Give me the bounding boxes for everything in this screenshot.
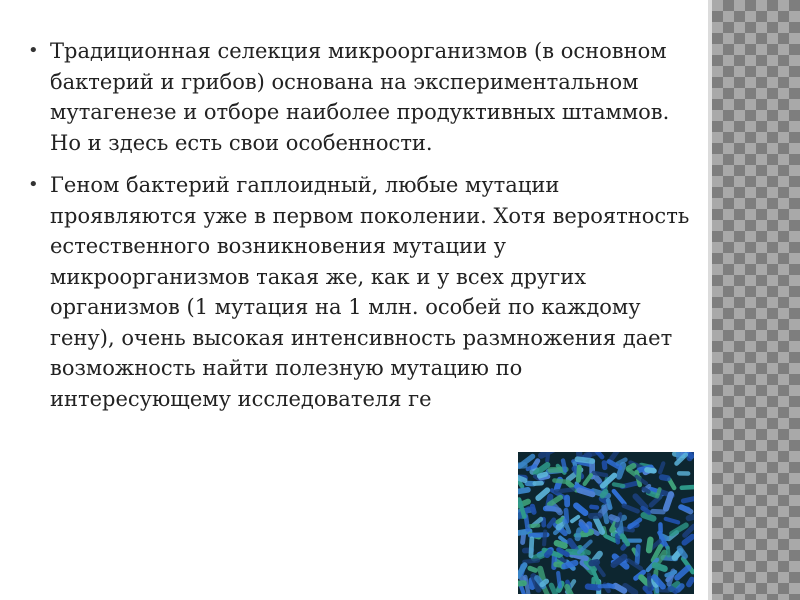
bullet-list (28, 36, 698, 426)
bullet-marker: • (28, 174, 39, 195)
bacterium-rod (564, 495, 570, 508)
bacterium-rod (677, 471, 691, 476)
bullet-item (28, 170, 698, 414)
decorative-side-panel (712, 0, 800, 600)
bacterium-rod (588, 513, 603, 520)
bacteria-photo (518, 452, 694, 594)
bullet-item (28, 36, 698, 158)
bullet-text: Традиционная селекция микроорганизмов (в основном бактерий и грибов) основана на экспериментальном мутагенезе и отборе наиболее продуктивных штаммов. Но и здесь есть свои особенности. (50, 39, 670, 155)
bacterium-rod (532, 481, 544, 486)
bacterium-rod (679, 485, 694, 491)
bacteria-illustration (518, 452, 694, 594)
bullet-text: Геном бактерий гаплоидный, любые мутации проявляются уже в первом поколении. Хотя вероятность естественного возникновения мутации у микроорганизмов такая же, как и у всех других организмов (1 мутация на 1 млн. особей по каждому гену), очень высокая интенсивность размножения дает возможность найти полезную мутацию по интересующему исследователя ге (50, 173, 690, 411)
bacterium-rod (598, 584, 616, 588)
bullet-marker: • (28, 40, 39, 61)
